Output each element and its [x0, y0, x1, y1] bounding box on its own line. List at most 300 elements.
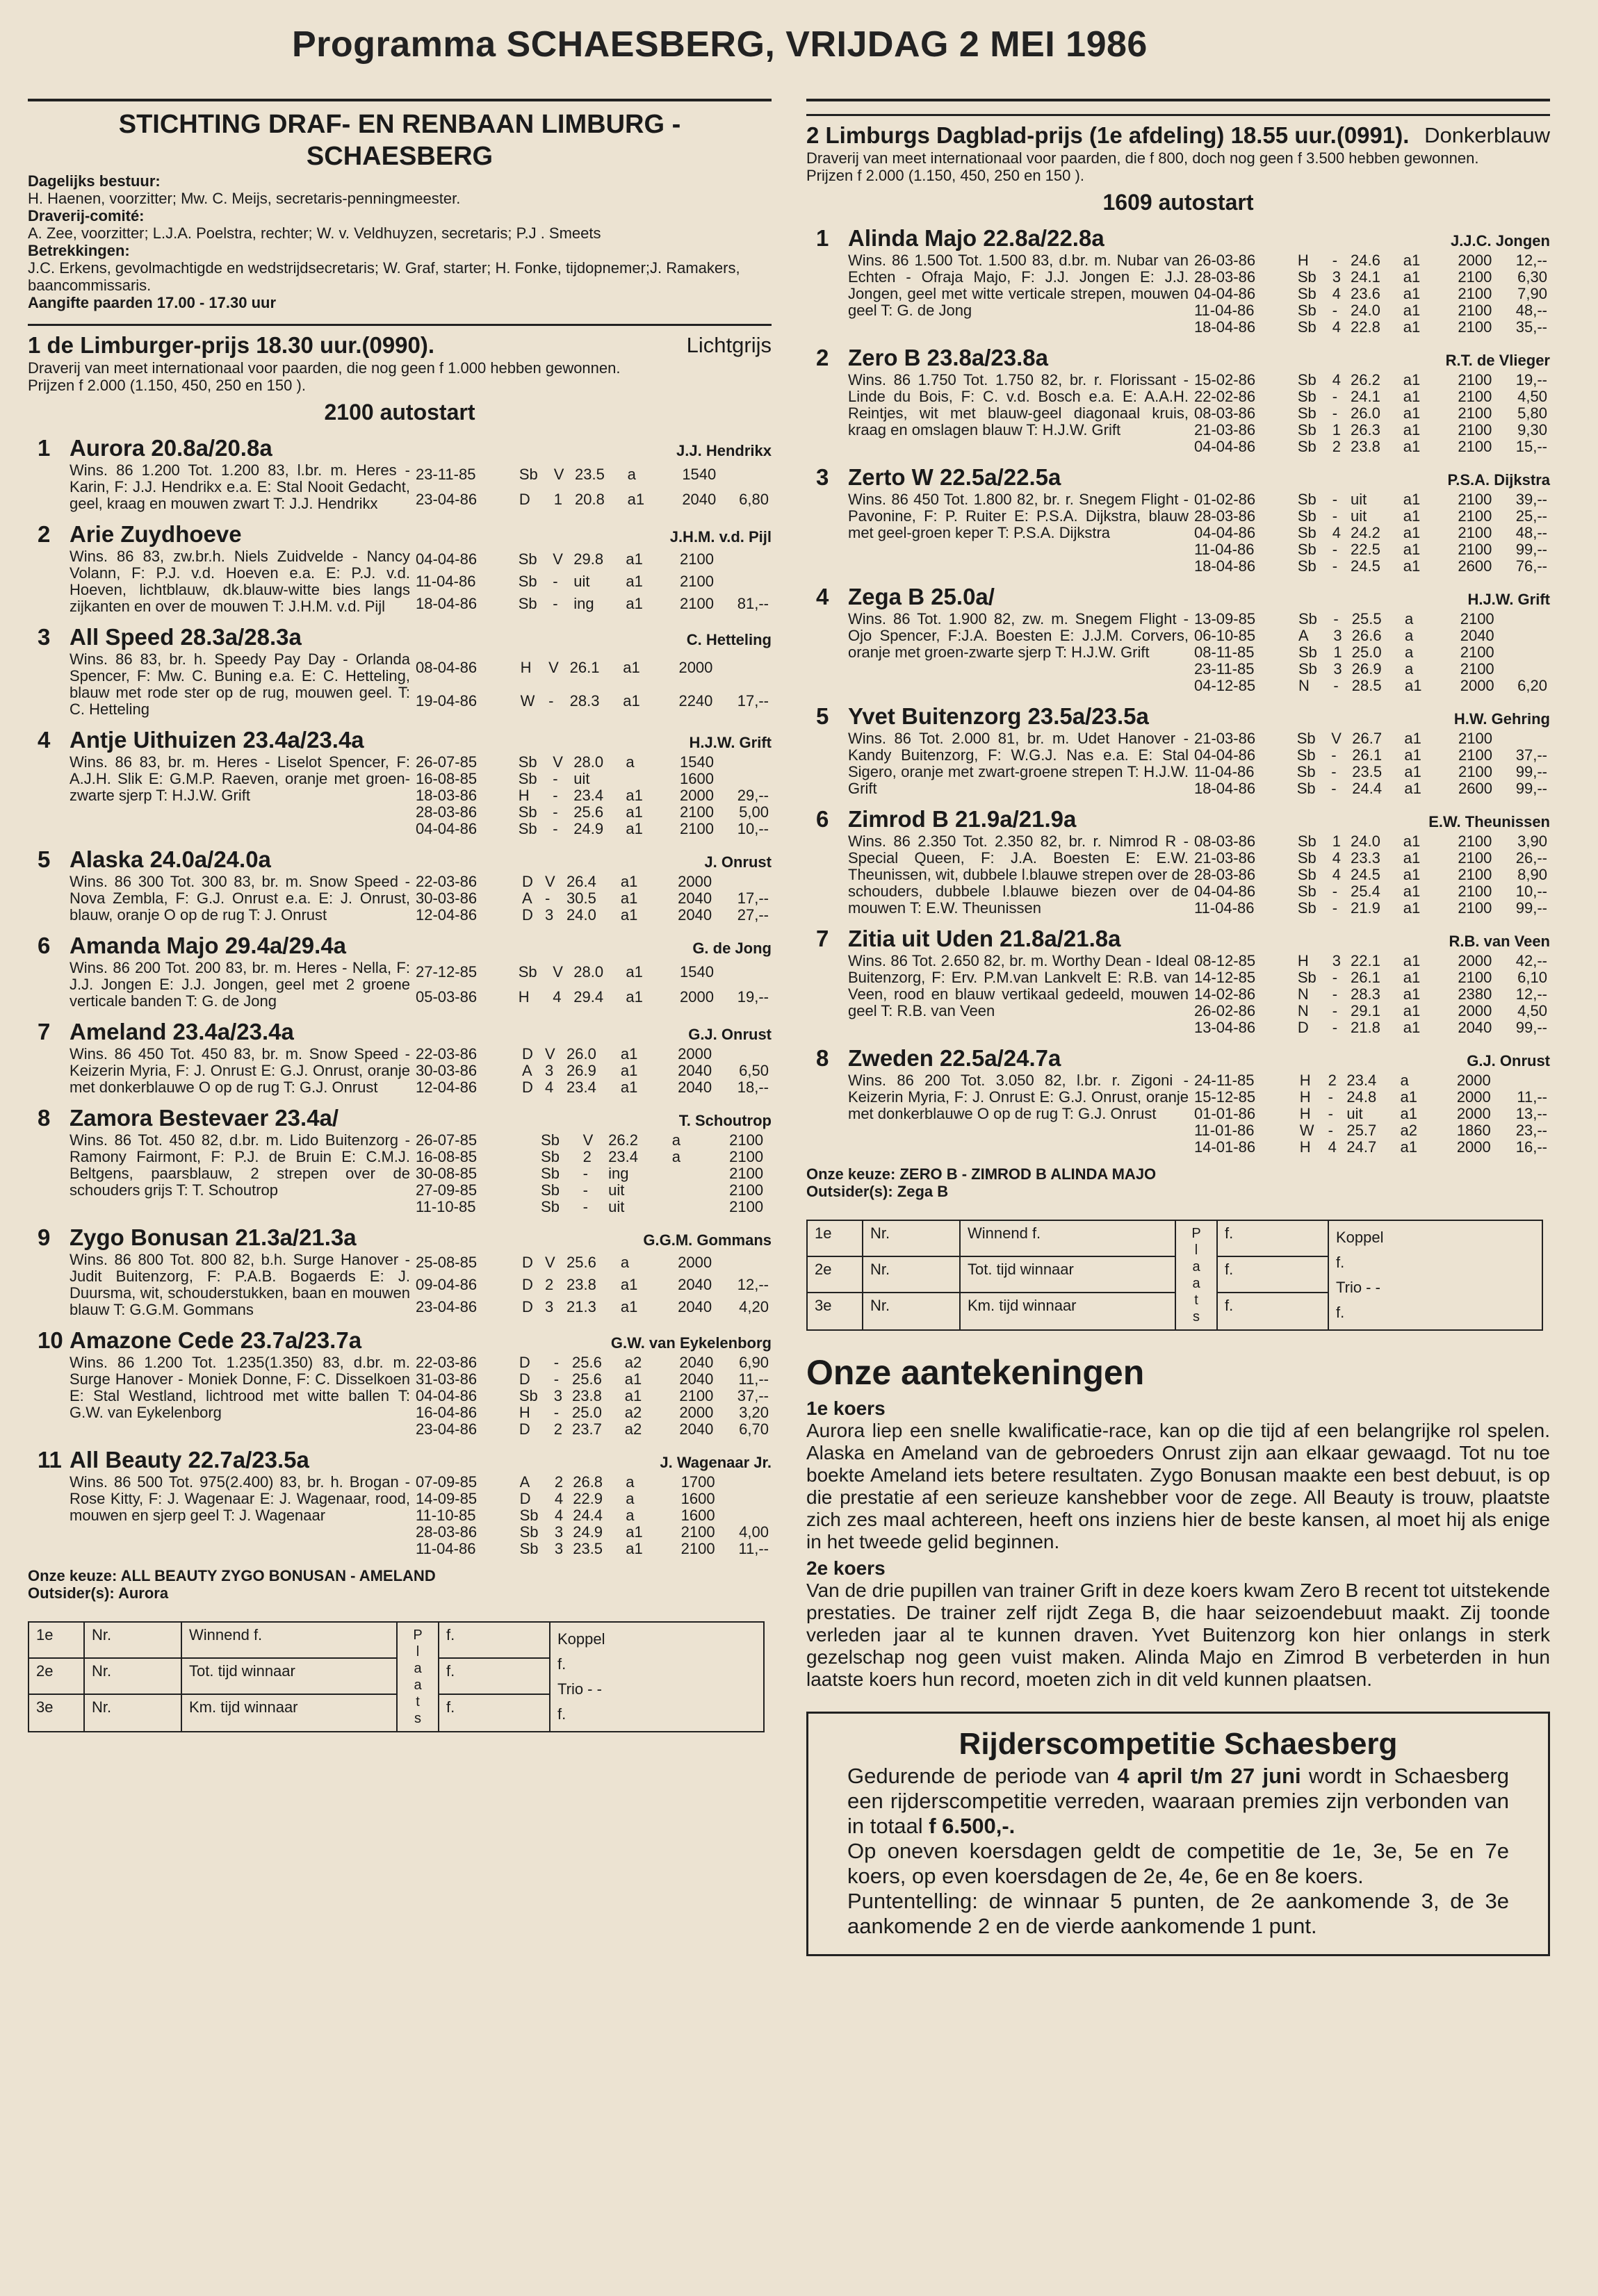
result-cell: 2100: [1458, 866, 1492, 883]
result-cell: 25.0: [572, 1404, 602, 1421]
result-cell: 26.3: [1351, 421, 1380, 438]
result-cell: 27,--: [737, 906, 769, 924]
results-table: [1194, 1072, 1550, 1156]
plaats-letter: a: [414, 1678, 422, 1693]
result-cell: Sb: [518, 595, 537, 612]
result-row: [1194, 286, 1550, 302]
result-cell: 6,30: [1517, 268, 1547, 286]
result-cell: 2040: [679, 1354, 714, 1371]
result-row: [416, 593, 772, 615]
result-row: [1194, 628, 1550, 644]
result-cell: 1: [553, 491, 563, 508]
result-row: [1194, 833, 1550, 850]
result-cell: [766, 1199, 772, 1215]
result-cell: [715, 874, 772, 890]
bet-amount-field[interactable]: Km. tijd winnaar: [961, 1293, 1176, 1329]
result-cell: Sb: [518, 963, 537, 981]
notes-race-1-text: Aurora liep een snelle kwalificatie-race, kan op die tijd af een belangrijke rol spelen. Alaska en Ameland van de gebroeders Onrust zijn aan elkaar gewaagd. Tot nu toe boekte Ameland iets betere resultaten. Zygo Bonusan maakte een best debuut, is op die prestatie af een serieuze kanshebber voor de zege. All Beauty is trouw, plaatste zich zes maal achtereen, heeft ons inziens hier de beste kansen, al moet hij als enige in het tweede gelid beginnen.: [806, 1420, 1550, 1552]
result-cell: a1: [1403, 985, 1421, 1003]
results-table: [416, 1252, 772, 1318]
result-cell: 23,--: [1515, 1122, 1547, 1139]
result-cell: a1: [626, 963, 643, 981]
bet-form-1: [28, 1621, 772, 1732]
result-row: [1194, 644, 1550, 661]
result-cell: 25,--: [1515, 507, 1547, 525]
bet-f-field[interactable]: f.: [439, 1623, 551, 1659]
horse-description: Wins. 86 450 Tot. 1.800 82, br. r. Snegem Flight - Pavonine, F: P. Ruiter E: P.S.A. Dijkstra, blauw met geel-groen keper T: P.S.A. Dijkstra: [848, 491, 1189, 541]
bet-f-field[interactable]: f.: [1218, 1257, 1329, 1293]
bet-amount-field[interactable]: Tot. tijd winnaar: [961, 1257, 1176, 1293]
bet-f-field[interactable]: f.: [439, 1695, 551, 1731]
result-cell: 2: [1332, 438, 1342, 455]
result-cell: 1600: [680, 770, 714, 787]
result-cell: D: [521, 906, 533, 924]
result-cell: Sb: [1297, 371, 1316, 388]
result-cell: 04-04-86: [416, 820, 478, 837]
result-cell: 99,--: [1515, 1019, 1547, 1036]
horse-header: [70, 520, 772, 548]
result-row: [1194, 986, 1550, 1003]
horse-details: [70, 651, 772, 718]
result-cell: 4,20: [739, 1298, 769, 1315]
horse-header: [70, 932, 772, 960]
result-cell: 2100: [1458, 438, 1492, 455]
result-row: [1194, 764, 1550, 780]
bet-f-field[interactable]: f.: [1218, 1221, 1329, 1257]
result-cell: 28-03-86: [1194, 866, 1256, 883]
bet-number-field[interactable]: Nr.: [863, 1293, 961, 1329]
result-row: [416, 548, 772, 571]
result-cell: -: [1332, 1019, 1338, 1036]
top-rule: [28, 99, 772, 101]
horse-driver: G.J. Onrust: [688, 1026, 772, 1043]
horse-details: [848, 372, 1550, 455]
result-cell: 99,--: [1515, 899, 1547, 917]
result-cell: 26.6: [1351, 627, 1382, 644]
result-row: [1194, 541, 1550, 558]
horse-entry: [806, 703, 1550, 797]
result-cell: -: [553, 1370, 560, 1388]
result-cell: V: [1331, 730, 1342, 747]
result-cell: 10,--: [737, 820, 769, 837]
horse-header: [70, 726, 772, 754]
result-cell: 23-04-86: [416, 1420, 478, 1438]
result-cell: 2380: [1458, 985, 1492, 1003]
horse-details: [848, 833, 1550, 917]
result-row: [416, 462, 772, 487]
horse-body: [848, 703, 1550, 797]
horse-entry: [28, 623, 772, 718]
result-cell: 13-09-85: [1194, 610, 1256, 628]
result-cell: 27-09-85: [416, 1181, 478, 1199]
result-cell: 17,--: [737, 692, 769, 710]
result-cell: 4: [1332, 524, 1342, 541]
result-cell: V: [553, 753, 563, 771]
race-2: [806, 114, 1550, 1200]
horse-body: [70, 1224, 772, 1318]
result-cell: 26-03-86: [1194, 252, 1256, 269]
result-cell: Sb: [541, 1148, 560, 1165]
horse-entry: [806, 583, 1550, 694]
result-cell: -: [1332, 969, 1338, 986]
horse-header: [70, 1104, 772, 1132]
result-row: [1194, 1139, 1550, 1156]
result-cell: a1: [1403, 969, 1421, 986]
result-cell: Sb: [1297, 507, 1316, 525]
result-cell: 22-03-86: [416, 1354, 478, 1371]
horse-body: [848, 344, 1550, 455]
bet-amount-field[interactable]: Km. tijd winnaar: [182, 1695, 398, 1731]
result-cell: 23.4: [608, 1148, 638, 1165]
result-cell: 3: [554, 1540, 564, 1557]
result-cell: [626, 771, 658, 787]
result-cell: 1600: [680, 1490, 715, 1507]
result-cell: D: [519, 1354, 530, 1371]
result-cell: 23.4: [573, 787, 604, 804]
horse-details: [848, 491, 1550, 575]
horse-name: Zerto W 22.5a/22.5a: [848, 464, 1061, 490]
horse-name: All Beauty 22.7a/23.5a: [70, 1447, 309, 1473]
result-cell: a1: [620, 1062, 638, 1079]
result-cell: [672, 1165, 694, 1182]
result-cell: 16-08-85: [416, 1148, 478, 1165]
result-cell: 11,--: [1517, 1088, 1547, 1106]
results-table: [1194, 372, 1550, 455]
result-cell: 4: [545, 1079, 554, 1096]
result-cell: 22-03-86: [416, 873, 478, 890]
result-row: [1194, 1106, 1550, 1122]
result-cell: a1: [1400, 1138, 1418, 1156]
bet-place: 2e: [808, 1257, 863, 1293]
result-cell: 14-09-85: [416, 1490, 478, 1507]
plaats-letter: l: [1194, 1243, 1198, 1258]
result-cell: a1: [620, 906, 638, 924]
result-cell: 26.7: [1352, 730, 1383, 747]
result-row: [1194, 372, 1550, 388]
horse-driver: R.B. van Veen: [1449, 933, 1550, 950]
result-cell: 07-09-85: [416, 1473, 478, 1491]
result-cell: 12,--: [1515, 985, 1547, 1003]
horse-name: Ameland 23.4a/23.4a: [70, 1019, 294, 1044]
result-cell: H: [518, 988, 530, 1006]
result-cell: 2000: [678, 659, 713, 676]
result-cell: 4,50: [1517, 388, 1547, 405]
bet-number-field[interactable]: Nr.: [863, 1221, 961, 1257]
result-cell: 13-04-86: [1194, 1019, 1256, 1036]
result-cell: 8,90: [1517, 866, 1547, 883]
result-cell: a: [671, 1131, 681, 1149]
result-cell: 26.2: [1351, 371, 1380, 388]
plaats-letter: s: [414, 1711, 421, 1726]
result-cell: 19,--: [737, 988, 769, 1006]
bet-number-field[interactable]: Nr.: [85, 1623, 182, 1659]
result-cell: 26.1: [569, 659, 600, 676]
result-cell: 2100: [680, 1540, 715, 1557]
result-cell: 08-12-85: [1194, 952, 1256, 969]
result-cell: 26.1: [1351, 969, 1380, 986]
race-start: 2100 autostart: [324, 400, 475, 425]
result-cell: a: [1405, 627, 1414, 644]
horse-driver: J.J.C. Jongen: [1450, 232, 1550, 249]
result-cell: 30-08-85: [416, 1165, 478, 1182]
result-cell: 23.8: [566, 1276, 596, 1293]
result-cell: a1: [1403, 438, 1421, 455]
result-cell: Sb: [1297, 541, 1316, 558]
horse-driver: H.J.W. Grift: [689, 734, 772, 751]
result-cell: 21-03-86: [1194, 730, 1256, 747]
result-cell: Sb: [1297, 969, 1316, 986]
result-cell: 15,--: [1515, 438, 1547, 455]
result-cell: 31-03-86: [416, 1370, 478, 1388]
result-row: [1194, 422, 1550, 438]
result-cell: [766, 1132, 772, 1149]
koppel-trio-field[interactable]: [1329, 1221, 1503, 1329]
result-cell: 22.1: [1351, 952, 1380, 969]
result-cell: 2000: [1456, 1105, 1491, 1122]
horse-number: 7: [38, 1019, 51, 1044]
horse-header: [848, 464, 1550, 491]
result-cell: a1: [624, 1370, 642, 1388]
result-cell: 2040: [1460, 627, 1494, 644]
result-row: [416, 1421, 772, 1438]
result-cell: D: [521, 1254, 533, 1271]
result-cell: 23-04-86: [416, 1298, 478, 1315]
result-row: [416, 1491, 772, 1507]
result-row: [416, 985, 772, 1010]
result-cell: -: [1328, 1088, 1333, 1106]
horse-description: Wins. 86 450 Tot. 450 83, br. m. Snow Speed - Keizerin Myria, F: J. Onrust E: G.J. Onrust, oranje met donkerblauwe O op de rug T: G.J. Onrust: [70, 1045, 410, 1096]
competition-title: Rijderscompetitie Schaesberg: [959, 1727, 1398, 1761]
result-cell: 11-04-86: [1194, 302, 1255, 319]
result-cell: H: [1299, 1072, 1311, 1089]
result-cell: 1600: [680, 1507, 715, 1524]
result-cell: a1: [1403, 952, 1421, 969]
result-cell: 23.3: [1351, 849, 1380, 867]
horse-entry: [28, 726, 772, 837]
result-cell: a1: [1403, 883, 1421, 900]
result-cell: 18-04-86: [1194, 557, 1256, 575]
result-cell: -: [1332, 302, 1338, 319]
result-cell: [717, 771, 772, 787]
daily-board-label: Dagelijks bestuur:: [28, 172, 161, 190]
result-cell: Sb: [1297, 557, 1316, 575]
result-cell: 25.6: [572, 1354, 602, 1371]
result-cell: 24.0: [1351, 302, 1380, 319]
race-name: 2 Limburgs Dagblad-prijs (1e afdeling) 18.55 uur.(0991).: [806, 122, 1410, 148]
bet-number-field[interactable]: Nr.: [85, 1659, 182, 1695]
result-cell: 29.8: [573, 550, 604, 568]
result-cell: -: [1328, 1122, 1333, 1139]
result-row: [1194, 1072, 1550, 1089]
horse-number: 7: [816, 926, 829, 951]
result-cell: D: [519, 1490, 531, 1507]
result-row: [1194, 438, 1550, 455]
result-cell: 2100: [1458, 507, 1492, 525]
result-cell: a1: [624, 1387, 642, 1404]
result-cell: 3: [553, 1387, 563, 1404]
result-cell: a1: [620, 1045, 638, 1063]
result-cell: 1860: [1456, 1122, 1491, 1139]
result-cell: 1700: [680, 1473, 715, 1491]
bet-f-field[interactable]: f.: [1218, 1293, 1329, 1329]
results-table: [416, 754, 772, 837]
result-cell: 22.5: [1351, 541, 1380, 558]
result-cell: -: [582, 1198, 588, 1215]
result-cell: [1497, 661, 1550, 678]
result-cell: 21-03-86: [1194, 849, 1256, 867]
result-cell: 28-03-86: [1194, 507, 1256, 525]
result-cell: 2000: [1458, 952, 1492, 969]
result-cell: a1: [1404, 730, 1421, 747]
result-cell: uit: [1351, 491, 1367, 508]
horse-name: Zamora Bestevaer 23.4a/: [70, 1105, 339, 1131]
result-cell: uit: [573, 573, 590, 590]
result-cell: 76,--: [1515, 557, 1547, 575]
result-cell: 23.6: [1351, 285, 1380, 302]
result-cell: 21.9: [1351, 899, 1380, 917]
result-cell: Sb: [541, 1131, 560, 1149]
result-cell: 28.3: [569, 692, 600, 710]
result-cell: 2100: [729, 1148, 764, 1165]
result-cell: 25.7: [1346, 1122, 1377, 1139]
bet-amount-field[interactable]: Tot. tijd winnaar: [182, 1659, 398, 1695]
result-cell: -: [1331, 780, 1337, 797]
result-cell: 26-07-85: [416, 1131, 478, 1149]
result-row: [1194, 883, 1550, 900]
result-cell: a1: [1403, 524, 1421, 541]
result-cell: 1540: [682, 466, 717, 483]
bet-number-field[interactable]: Nr.: [85, 1695, 182, 1731]
result-row: [416, 804, 772, 821]
bet-form: [28, 1621, 765, 1732]
result-cell: 2100: [1458, 833, 1492, 850]
result-cell: -: [1333, 677, 1339, 694]
result-cell: 2040: [678, 1298, 712, 1315]
competition-intro: Gedurende de periode van 4 april t/m 27 juni wordt in Schaesberg een rijderscompetitie verreden, waaraan premies zijn verbonden van in totaal f 6.500,-.: [847, 1764, 1509, 1838]
result-cell: a1: [1403, 318, 1421, 336]
horse-number: 11: [38, 1447, 62, 1473]
result-cell: 22-02-86: [1194, 388, 1256, 405]
result-cell: Sb: [1297, 833, 1316, 850]
result-cell: [717, 548, 772, 571]
result-cell: [1495, 730, 1550, 747]
horse-details: [70, 874, 772, 924]
results-table: [416, 1474, 772, 1557]
horse-header: [70, 1018, 772, 1046]
result-cell: ing: [608, 1165, 629, 1182]
result-cell: 24.8: [1346, 1088, 1377, 1106]
horse-details: [848, 252, 1550, 336]
result-cell: 06-10-85: [1194, 627, 1256, 644]
result-cell: 3: [545, 906, 554, 924]
horse-entry: [28, 846, 772, 924]
result-cell: 3: [1332, 268, 1342, 286]
result-cell: 24.7: [1346, 1138, 1377, 1156]
result-row: [416, 890, 772, 907]
bet-number-field[interactable]: Nr.: [863, 1257, 961, 1293]
horse-description: Wins. 86 1.200 Tot. 1.235(1.350) 83, d.br. m. Surge Hanover - Moniek Donne, F: C. Disselkoen E: Stal Westland, lichtrood met witte ballen T: G.W. van Eykelenborg: [70, 1354, 410, 1421]
result-cell: 2000: [678, 1254, 712, 1271]
horse-entry: [28, 932, 772, 1010]
result-cell: 2000: [1456, 1072, 1491, 1089]
result-cell: 23-04-86: [416, 491, 478, 508]
result-cell: a2: [1400, 1122, 1418, 1139]
result-cell: -: [1332, 404, 1338, 422]
result-cell: a1: [1403, 1019, 1421, 1036]
result-cell: 18-04-86: [416, 595, 478, 612]
result-row: [416, 1252, 772, 1274]
result-cell: 2100: [1460, 660, 1494, 678]
result-cell: 2100: [680, 573, 714, 590]
result-cell: 28.0: [573, 753, 604, 771]
horse-body: [70, 1446, 772, 1557]
result-cell: 2100: [729, 1181, 764, 1199]
result-cell: 2000: [1458, 252, 1492, 269]
bet-amount-field[interactable]: Winnend f.: [961, 1221, 1176, 1257]
race-color: Lichtgrijs: [686, 333, 772, 357]
horse-number: 10: [38, 1327, 63, 1353]
result-cell: a1: [626, 820, 643, 837]
horse-name: Antje Uithuizen 23.4a/23.4a: [70, 727, 364, 753]
result-cell: Sb: [1297, 318, 1316, 336]
horse-driver: R.T. de Vlieger: [1445, 352, 1550, 369]
result-cell: a1: [1404, 780, 1421, 797]
result-cell: [1494, 1072, 1550, 1089]
results-table: [1194, 953, 1550, 1036]
bet-f-field[interactable]: f.: [439, 1659, 551, 1695]
result-cell: Sb: [1296, 746, 1316, 764]
result-cell: D: [519, 1370, 530, 1388]
result-cell: A: [1298, 627, 1309, 644]
horse-name: Zweden 22.5a/24.7a: [848, 1045, 1061, 1071]
result-cell: a1: [623, 659, 640, 676]
result-cell: D: [519, 491, 530, 508]
horse-body: [70, 520, 772, 615]
result-cell: 26-07-85: [416, 753, 478, 771]
result-cell: Sb: [1297, 899, 1316, 917]
result-cell: A: [521, 889, 532, 907]
result-cell: 39,--: [1515, 491, 1547, 508]
horse-number: 5: [38, 846, 51, 872]
plaats-letter: t: [416, 1694, 420, 1709]
result-cell: -: [553, 787, 558, 804]
result-cell: 24.5: [1351, 866, 1380, 883]
horse-header: [848, 583, 1550, 611]
result-cell: 2000: [1456, 1138, 1491, 1156]
horse-driver: J.J. Hendrikx: [676, 442, 772, 459]
result-cell: -: [1328, 1105, 1333, 1122]
result-cell: 5,00: [739, 803, 769, 821]
result-row: [416, 651, 772, 684]
result-cell: 3,90: [1517, 833, 1547, 850]
horse-details: [848, 730, 1550, 797]
result-cell: uit: [1351, 507, 1367, 525]
horse-description: Wins. 86 200 Tot. 3.050 82, l.br. r. Zigoni - Keizerin Myria, F: J. Onrust E: G.J. Onrust, oranje met donkerblauwe O op de rug T: G.J. Onrust: [848, 1072, 1189, 1122]
horse-number: 8: [816, 1045, 829, 1071]
result-cell: Sb: [518, 820, 537, 837]
result-cell: a1: [626, 573, 643, 590]
horse-header: [70, 623, 772, 651]
horse-number: 8: [38, 1105, 51, 1131]
result-cell: 23.7: [572, 1420, 602, 1438]
koppel-trio-field[interactable]: [551, 1623, 724, 1731]
result-cell: 28-03-86: [1194, 268, 1256, 286]
horse-description: Wins. 86 Tot. 1.900 82, zw. m. Snegem Flight - Ojo Spencer, F:J.A. Boesten E: J.J.M. Corvers, oranje met groen-zwarte sjerp T: H.J.W. Grift: [848, 610, 1189, 661]
horse-details: [70, 1252, 772, 1318]
bet-amount-field[interactable]: Winnend f.: [182, 1623, 398, 1659]
result-row: [416, 487, 772, 512]
result-cell: 6,70: [739, 1420, 769, 1438]
